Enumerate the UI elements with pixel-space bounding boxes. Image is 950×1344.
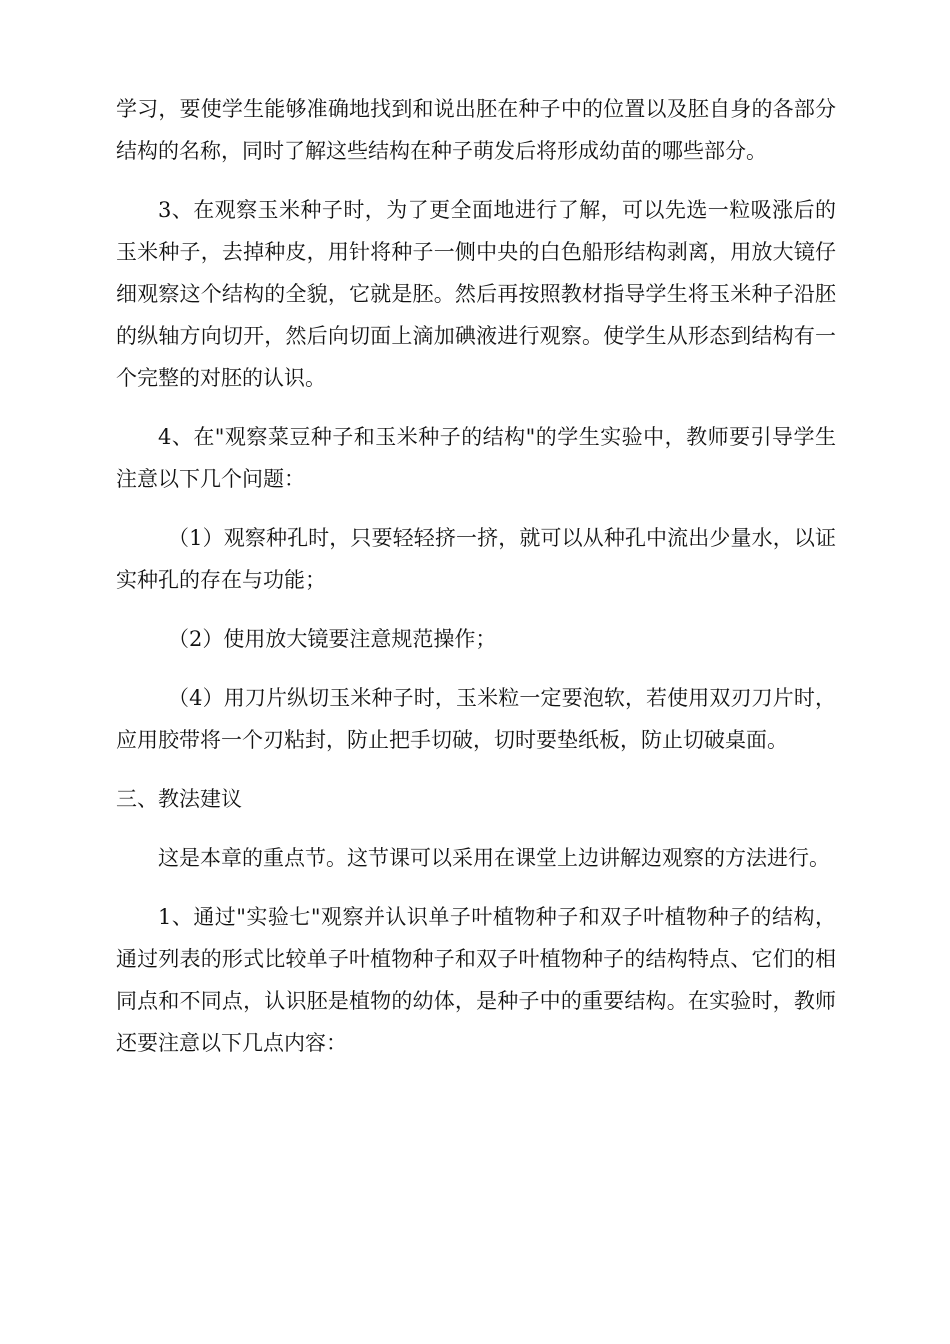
paragraph-method-1: 1、通过"实验七"观察并认识单子叶植物种子和双子叶植物种子的结构，通过列表的形式比较单子叶植物种子和双子叶植物种子的结构特点、它们的相同点和不同点，认识胚是植物的幼体，是种子中的重要结构。在实验时，教师还要注意以下几点内容：: [116, 905, 836, 1055]
paragraph-subitem-2: （2）使用放大镜要注意规范操作；: [168, 627, 497, 651]
document-body: [116, 88, 836, 1081]
paragraph-item-3: 3、在观察玉米种子时，为了更全面地进行了解，可以先选一粒吸涨后的玉米种子，去掉种皮，用针将种子一侧中央的白色船形结构剥离，用放大镜仔细观察这个结构的全貌，它就是胚。然后再按照教材指导学生将玉米种子沿胚的纵轴方向切开，然后向切面上滴加碘液进行观察。使学生从形态到结构有一个完整的对胚的认识。: [116, 198, 836, 390]
paragraph-continuation: 学习，要使学生能够准确地找到和说出胚在种子中的位置以及胚自身的各部分结构的名称，同时了解这些结构在种子萌发后将形成幼苗的哪些部分。: [116, 97, 836, 163]
paragraph-subitem-1: （1）观察种孔时，只要轻轻挤一挤，就可以从种孔中流出少量水，以证实种孔的存在与功能；: [116, 526, 836, 592]
paragraph-subitem-4: （4）用刀片纵切玉米种子时，玉米粒一定要泡软，若使用双刃刀片时，应用胶带将一个刃粘封，防止把手切破，切时要垫纸板，防止切破桌面。: [116, 686, 836, 752]
paragraph-item-4: 4、在"观察菜豆种子和玉米种子的结构"的学生实验中，教师要引导学生注意以下几个问题：: [116, 425, 836, 491]
paragraph-intro: 这是本章的重点节。这节课可以采用在课堂上边讲解边观察的方法进行。: [158, 846, 830, 870]
section-heading: 三、教法建议: [116, 787, 242, 811]
